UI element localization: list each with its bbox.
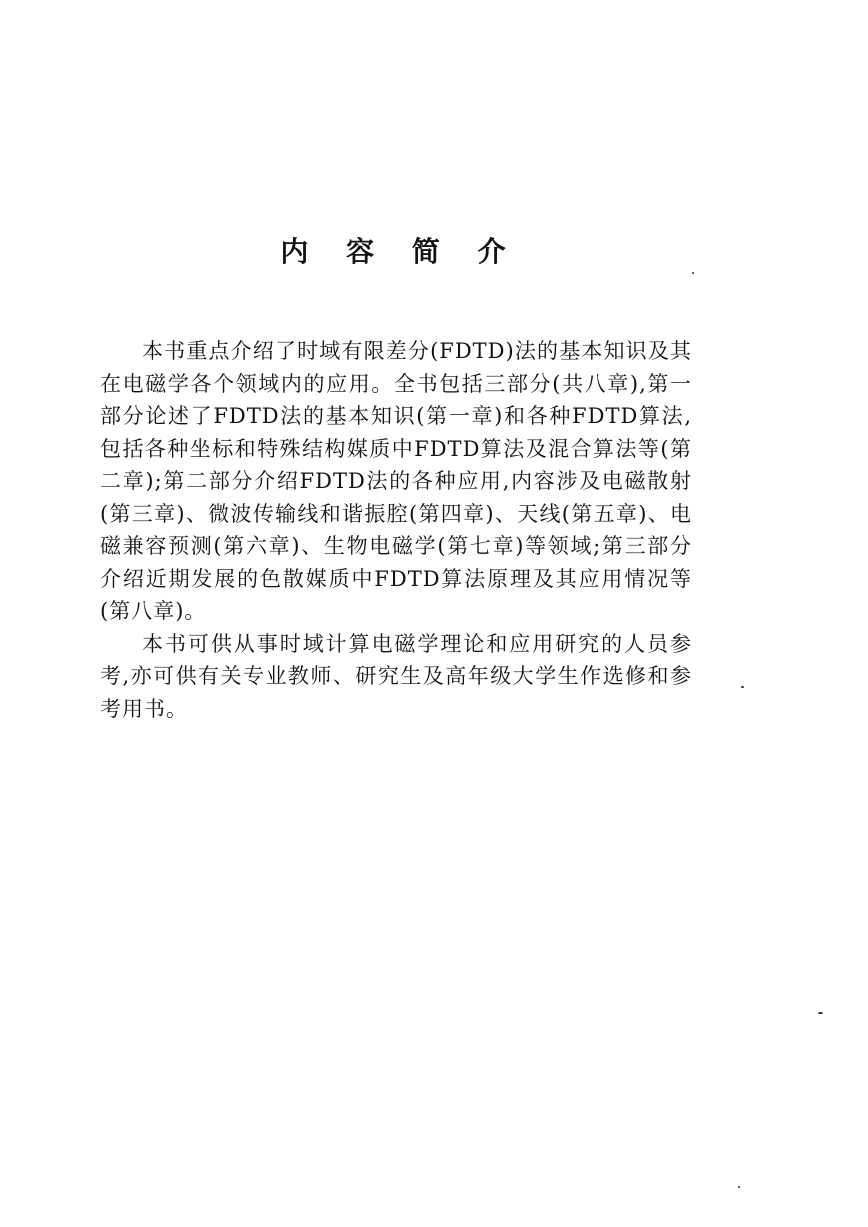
scan-speck [738,1186,740,1188]
scan-speck [818,1012,823,1014]
summary-body [100,335,692,725]
summary-paragraph-2: 本书可供从事时域计算电磁学理论和应用研究的人员参考,亦可供有关专业教师、研究生及高年级大学生作选修和参考用书。 [100,631,692,721]
page-title: 内 容 简 介 [280,235,520,268]
summary-paragraph-1: 本书重点介绍了时域有限差分(FDTD)法的基本知识及其在电磁学各个领域内的应用。全书包括三部分(共八章),第一部分论述了FDTD法的基本知识(第一章)和各种FDTD算法,包括各种坐标和特殊结构媒质中FDTD算法及混合算法等(第二章);第二部分介绍FDTD法的各种应用,内容涉及电磁散射(第三章)、微波传输线和谐振腔(第四章)、天线(第五章)、电磁兼容预测(第六章)、生物电磁学(第七章)等领域;第三部分介绍近期发展的色散媒质中FDTD算法原理及其应用情况等(第八章)。 [100,339,692,623]
scan-speck [692,272,694,274]
scan-speck [741,686,744,688]
